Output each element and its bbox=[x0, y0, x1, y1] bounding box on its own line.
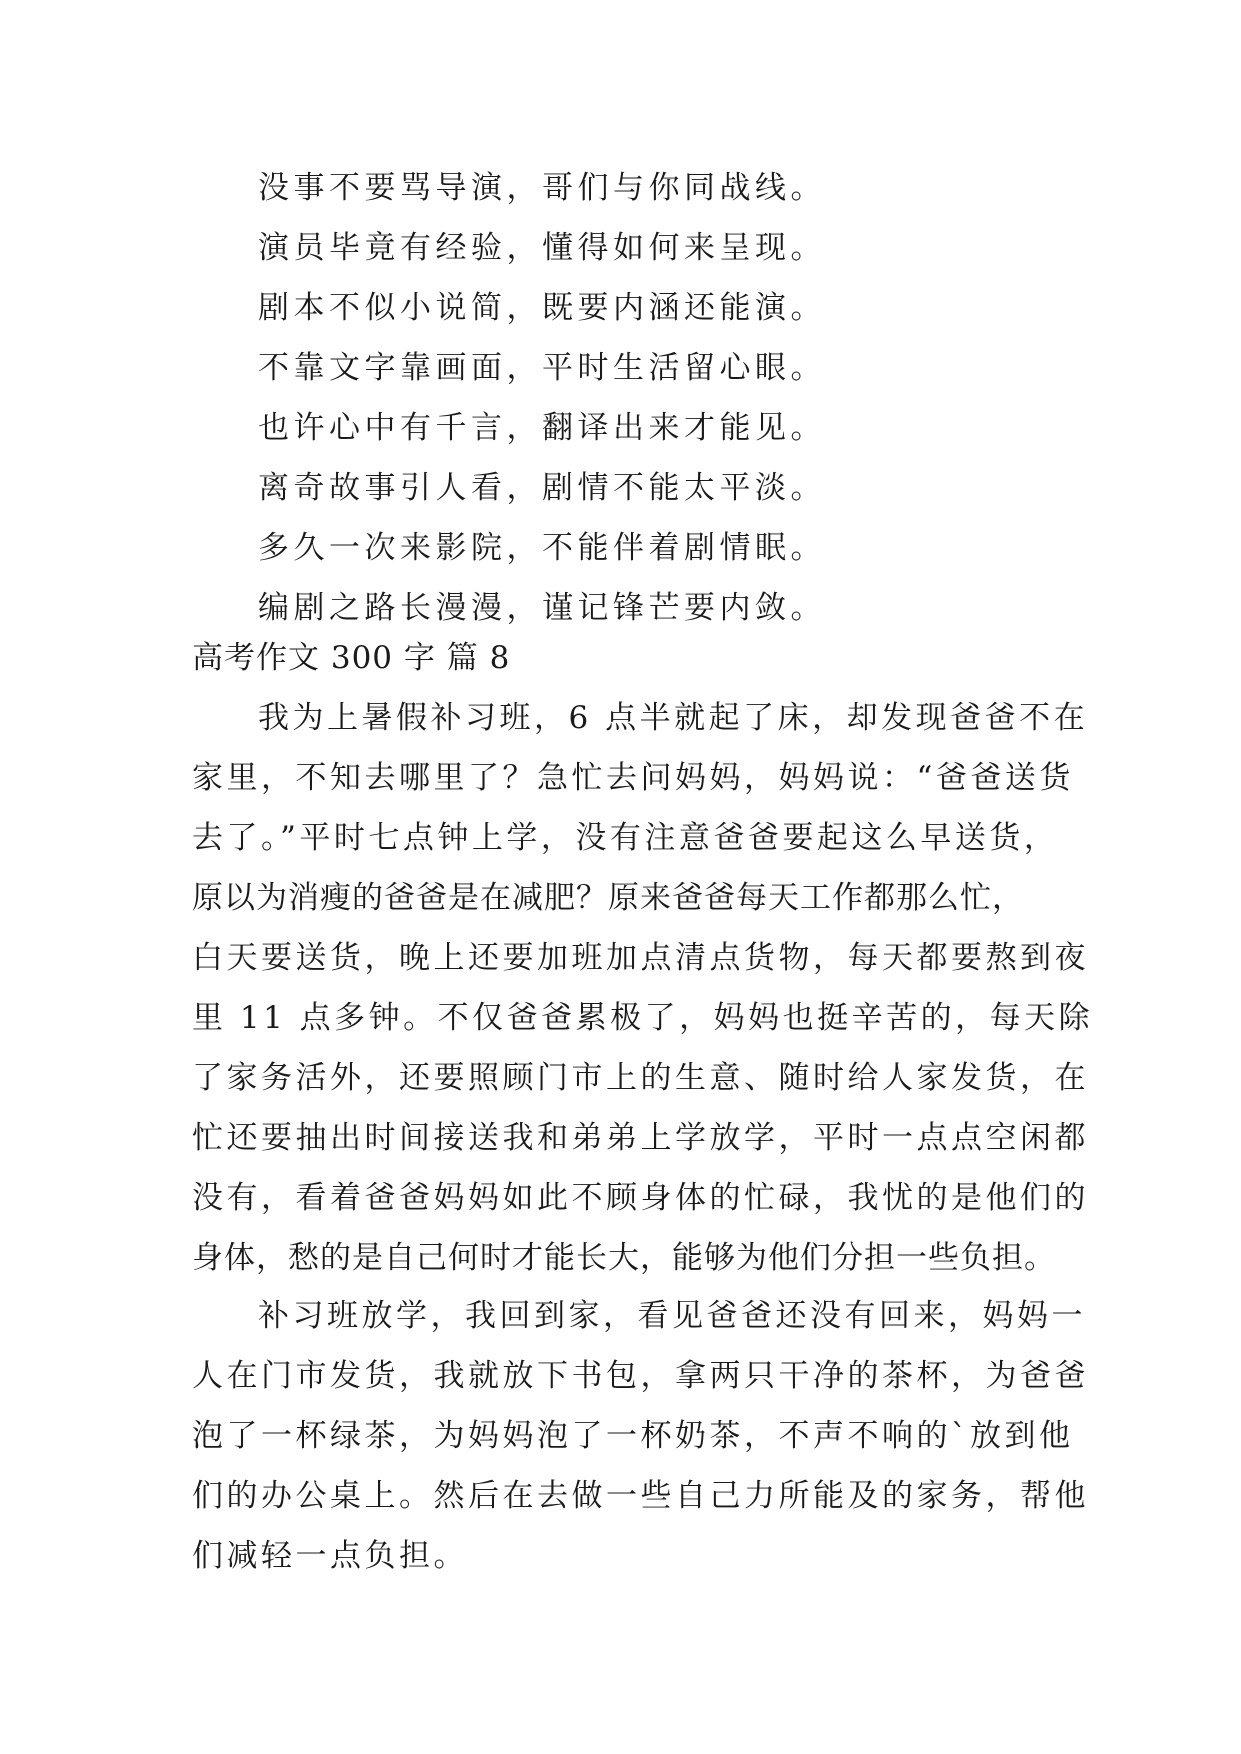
paragraph-line: 没有，看着爸爸妈妈如此不顾身体的忙碌，我忧的是他们的 bbox=[192, 1180, 1089, 1216]
poem-line: 多久一次来影院，不能伴着剧情眠。 bbox=[258, 530, 826, 566]
section-heading: 高考作文 300 字 篇 8 bbox=[192, 640, 511, 676]
poem-line: 没事不要骂导演，哥们与你同战线。 bbox=[258, 170, 826, 206]
paragraph-line: 里 11 点多钟。不仅爸爸累极了，妈妈也挺辛苦的，每天除 bbox=[192, 1000, 1094, 1036]
poem-line: 编剧之路长漫漫，谨记锋芒要内敛。 bbox=[258, 590, 826, 626]
paragraph-line: 白天要送货，晚上还要加班加点清点货物，每天都要熬到夜 bbox=[192, 940, 1089, 976]
paragraph-1 bbox=[192, 688, 1093, 1288]
poem-line: 离奇故事引人看，剧情不能太平淡。 bbox=[258, 470, 826, 506]
poem-line: 演员毕竟有经验，懂得如何来呈现。 bbox=[258, 230, 826, 266]
paragraph-2 bbox=[192, 1286, 1089, 1586]
paragraph-line: 身体，愁的是自己何时才能长大，能够为他们分担一些负担。 bbox=[192, 1240, 1056, 1276]
paragraph-line: 们减轻一点负担。 bbox=[192, 1538, 468, 1574]
paragraph-line: 了家务活外，还要照顾门市上的生意、随时给人家发货，在 bbox=[192, 1060, 1089, 1096]
paragraph-line: 去了。”平时七点钟上学，没有注意爸爸要起这么早送货， bbox=[192, 820, 1059, 856]
paragraph-line: 忙还要抽出时间接送我和弟弟上学放学，平时一点点空闲都 bbox=[192, 1120, 1089, 1156]
paragraph-line: 泡了一杯绿茶，为妈妈泡了一杯奶茶，不声不响的`放到他 bbox=[192, 1418, 1074, 1454]
paragraph-line: 人在门市发货，我就放下书包，拿两只干净的茶杯，为爸爸 bbox=[192, 1358, 1089, 1394]
paragraph-line: 们的办公桌上。然后在去做一些自己力所能及的家务，帮他 bbox=[192, 1478, 1089, 1514]
paragraph-line: 我为上暑假补习班，6 点半就起了床，却发现爸爸不在 bbox=[258, 700, 1089, 736]
poem-line: 剧本不似小说简，既要内涵还能演。 bbox=[258, 290, 826, 326]
paragraph-line: 补习班放学，我回到家，看见爸爸还没有回来，妈妈一 bbox=[258, 1298, 1086, 1334]
poem bbox=[258, 158, 826, 638]
paragraph-line: 原以为消瘦的爸爸是在减肥？原来爸爸每天工作都那么忙， bbox=[192, 880, 1024, 916]
poem-line: 不靠文字靠画面，平时生活留心眼。 bbox=[258, 350, 826, 386]
poem-line: 也许心中有千言，翻译出来才能见。 bbox=[258, 410, 826, 446]
paragraph-line: 家里，不知去哪里了？急忙去问妈妈，妈妈说：“爸爸送货 bbox=[192, 760, 1074, 796]
